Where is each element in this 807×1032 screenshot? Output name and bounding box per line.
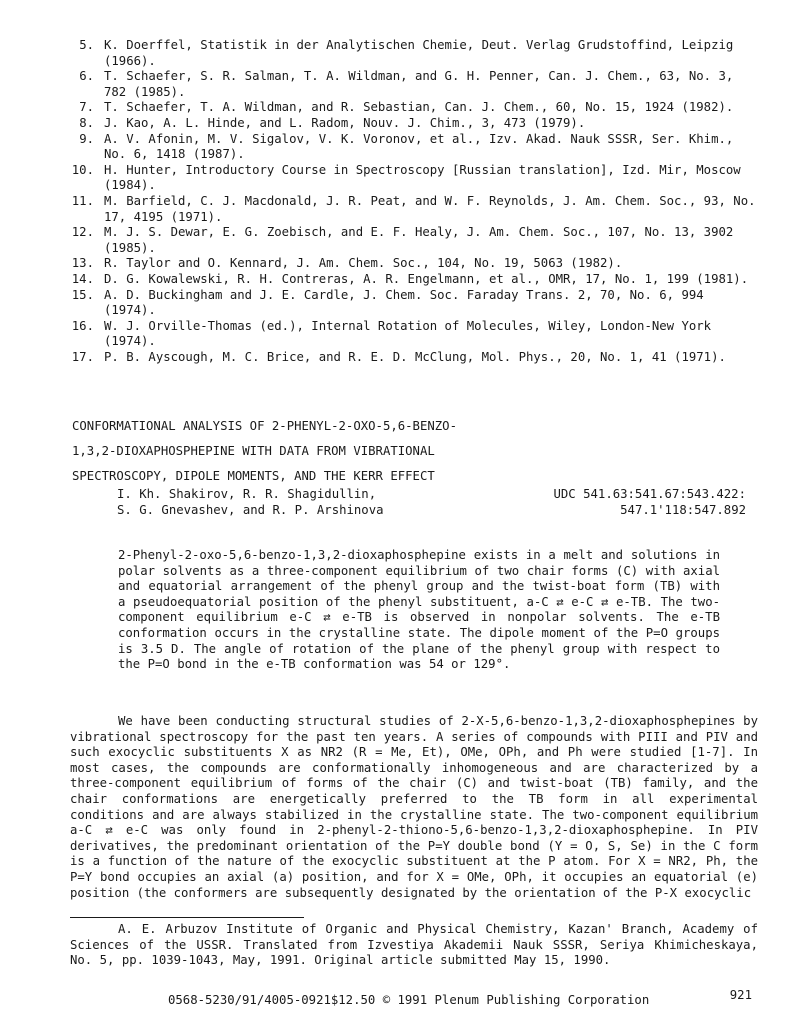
- authors-line: S. G. Gnevashev, and R. P. Arshinova: [117, 502, 384, 517]
- article-title-line: CONFORMATIONAL ANALYSIS OF 2-PHENYL-2-OXO-5,6-BENZO-: [72, 419, 457, 433]
- reference-text: M. J. S. Dewar, E. G. Zoebisch, and E. F. Healy, J. Am. Chem. Soc., 107, No. 13, 3902 (1985).: [104, 225, 734, 255]
- reference-text: A. V. Afonin, M. V. Sigalov, V. K. Voronov, et al., Izv. Akad. Nauk SSSR, Ser. Khim., No. 6, 1418 (1987).: [104, 131, 734, 162]
- reference-text: R. Taylor and O. Kennard, J. Am. Chem. Soc., 104, No. 19, 5063 (1982).: [104, 256, 623, 271]
- reference-item: [62, 256, 762, 272]
- reference-item: [62, 272, 762, 288]
- reference-item: [62, 350, 762, 366]
- authors: [117, 487, 467, 518]
- reference-text: D. G. Kowalewski, R. H. Contreras, A. R. Engelmann, et al., OMR, 17, No. 1, 199 (1981).: [104, 271, 749, 286]
- reference-item: [62, 100, 762, 116]
- abstract: 2-Phenyl-2-oxo-5,6-benzo-1,3,2-dioxaphosphepine exists in a melt and solutions in polar solvents as a three-component equilibrium of two chair forms (C) with axial and equatorial arrangement of the phenyl group and the twist-boat form (TB) with a pseudoequatorial position of the phenyl substituent, a-C ⇄ e-C ⇄ e-TB. The two-component equilibrium e-C ⇄ e-TB is observed in nonpolar solvents. The e-TB conformation occurs in the crystalline state. The dipole moment of the P=O groups is 3.5 D. The angle of rotation of the plane of the phenyl group with respect to the P=O bond in the e-TB conformation was 54 or 129°.: [118, 548, 720, 672]
- reference-item: [62, 163, 762, 194]
- reference-item: [62, 288, 762, 319]
- article-title-line: SPECTROSCOPY, DIPOLE MOMENTS, AND THE KERR EFFECT: [72, 469, 435, 483]
- reference-item: [62, 319, 762, 350]
- footnote-divider: [70, 917, 304, 918]
- reference-number: 16.: [71, 318, 94, 333]
- reference-text: M. Barfield, C. J. Macdonald, J. R. Peat, and W. F. Reynolds, J. Am. Chem. Soc., 93, No. 17, 4195 (1971).: [104, 193, 756, 224]
- article-title-line: 1,3,2-DIOXAPHOSPHEPINE WITH DATA FROM VIBRATIONAL: [72, 444, 435, 458]
- copyright-line: 0568-5230/91/4005-0921$12.50 © 1991 Plenum Publishing Corporation: [168, 993, 650, 1007]
- article-title: [72, 414, 492, 489]
- reference-number: 5.: [79, 38, 94, 52]
- reference-number: 9.: [79, 131, 94, 146]
- reference-number: 6.: [79, 69, 94, 84]
- reference-text: J. Kao, A. L. Hinde, and L. Radom, Nouv. J. Chim., 3, 473 (1979).: [104, 115, 586, 130]
- reference-list: [62, 38, 762, 365]
- page-number: 921: [729, 988, 752, 1002]
- reference-text: W. J. Orville-Thomas (ed.), Internal Rotation of Molecules, Wiley, London-New York (1974).: [104, 318, 712, 349]
- reference-item: [62, 132, 762, 163]
- reference-number: 8.: [79, 115, 94, 130]
- reference-number: 13.: [71, 256, 94, 271]
- reference-item: [62, 116, 762, 132]
- reference-number: 17.: [71, 349, 94, 364]
- reference-text: A. D. Buckingham and J. E. Cardle, J. Chem. Soc. Faraday Trans. 2, 70, No. 6, 994 (1974).: [104, 287, 704, 318]
- reference-number: 10.: [71, 162, 94, 177]
- reference-number: 14.: [71, 271, 94, 286]
- reference-item: [62, 225, 762, 256]
- reference-text: P. B. Ayscough, M. C. Brice, and R. E. D. McClung, Mol. Phys., 20, No. 1, 41 (1971).: [104, 349, 726, 364]
- footnote: [70, 922, 758, 969]
- reference-text: T. Schaefer, S. R. Salman, T. A. Wildman, and G. H. Penner, Can. J. Chem., 63, No. 3, 782 (1985).: [104, 69, 734, 99]
- body-text: [70, 714, 758, 901]
- udc-code: [518, 487, 746, 518]
- reference-item: [62, 38, 762, 69]
- authors-line: I. Kh. Shakirov, R. R. Shagidullin,: [117, 487, 377, 501]
- reference-number: 15.: [71, 287, 94, 302]
- reference-item: [62, 194, 762, 225]
- reference-number: 7.: [79, 100, 94, 115]
- reference-number: 11.: [71, 193, 94, 208]
- reference-text: H. Hunter, Introductory Course in Spectroscopy [Russian translation], Izd. Mir, Moscow (1984).: [104, 162, 741, 193]
- udc-line: UDC 541.63:541.67:543.422:: [553, 487, 746, 501]
- footnote-text: A. E. Arbuzov Institute of Organic and Physical Chemistry, Kazan' Branch, Academy of Sciences of the USSR. Translated from Izvestiya Akademii Nauk SSSR, Seriya Khimicheskaya, No. 5, pp. 1039-1043, May, 1991. Original article submitted May 15, 1990.: [70, 922, 758, 968]
- udc-line: 547.1'118:547.892: [620, 502, 746, 517]
- reference-text: K. Doerffel, Statistik in der Analytischen Chemie, Deut. Verlag Grudstoffind, Leipzig (1966).: [104, 38, 734, 68]
- reference-item: [62, 69, 762, 100]
- reference-number: 12.: [71, 225, 94, 240]
- body-paragraph: We have been conducting structural studies of 2-X-5,6-benzo-1,3,2-dioxaphosphepines by vibrational spectroscopy for the past ten years. A series of compounds with PIII and PIV and such exocyclic substituents X as NR2 (R = Me, Et), OMe, OPh, and Ph were studied [1-7]. In most cases, the compounds are conformationally inhomogeneous and are characterized by a three-component equilibrium of forms of the chair (C) and twist-boat (TB) family, and the chair conformations are energetically preferred to the TB form in all experimental conditions and are always stabilized in the crystalline state. The two-component equilibrium a-C ⇄ e-C was only found in 2-phenyl-2-thiono-5,6-benzo-1,3,2-dioxaphosphepine. In PIV derivatives, the predominant orientation of the P=Y double bond (Y = O, S, Se) in the C form is a function of the nature of the exocyclic substituent at the P atom. For X = NR2, Ph, the P=Y bond occupies an axial (a) position, and for X = OMe, OPh, it occupies an equatorial (e) position (the conformers are subsequently designated by the orientation of the P-X exocyclic: [70, 714, 758, 900]
- reference-text: T. Schaefer, T. A. Wildman, and R. Sebastian, Can. J. Chem., 60, No. 15, 1924 (1982).: [104, 100, 734, 115]
